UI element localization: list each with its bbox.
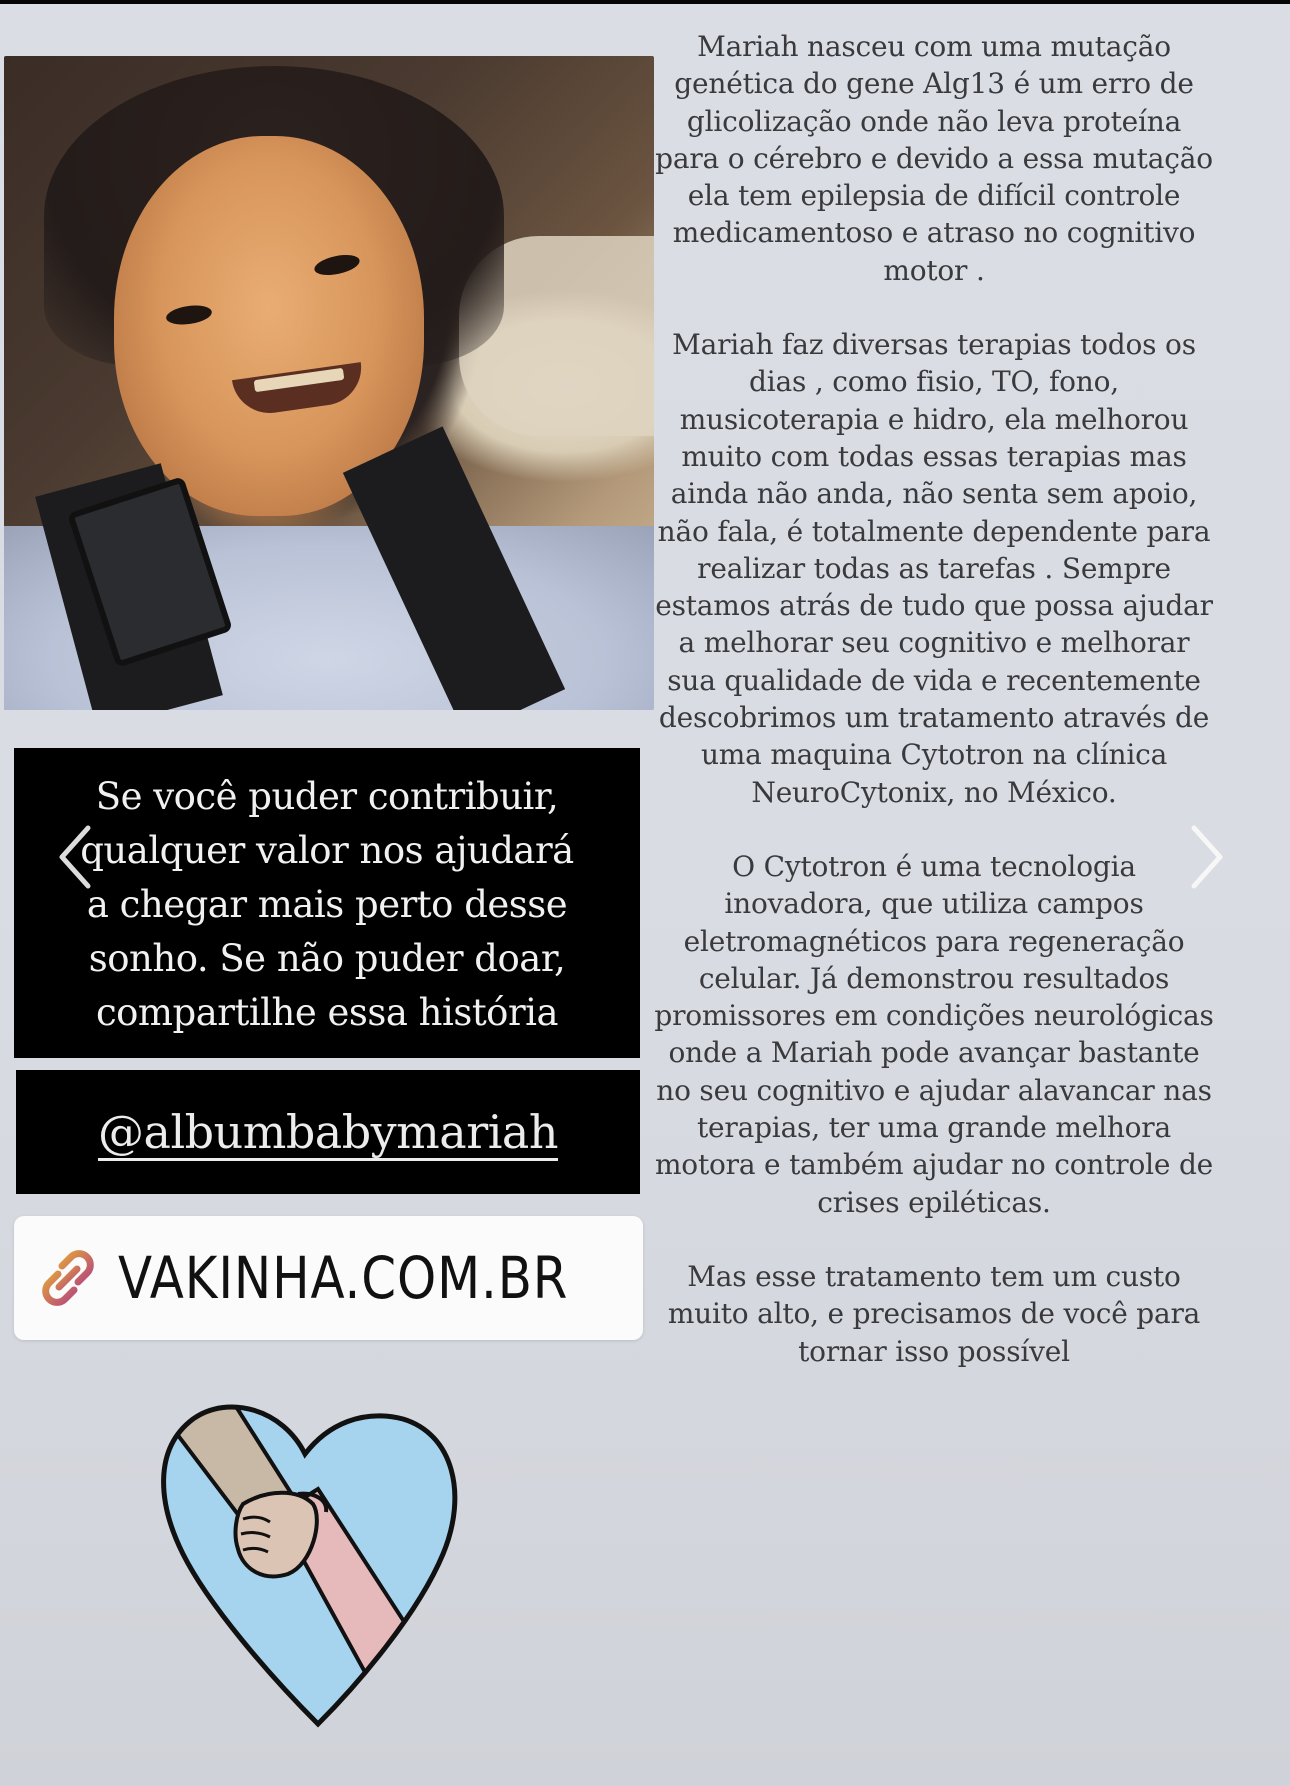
- appeal-text-sticker: [14, 748, 640, 1058]
- story-paragraph: Mariah nasceu com uma mutação genética do gene Alg13 é um erro de glicolização onde não leva proteína para o cérebro e devido a essa mutação ela tem epilepsia de difícil controle medicamentoso e atraso no cognitivo motor .: [655, 30, 1213, 287]
- link-icon: [32, 1242, 104, 1314]
- top-status-bar: [0, 0, 1290, 4]
- link-sticker[interactable]: [14, 1216, 643, 1340]
- chevron-left-icon[interactable]: [56, 822, 96, 892]
- link-label[interactable]: VAKINHA.COM.BR: [118, 1244, 569, 1312]
- story-paragraph: O Cytotron é uma tecnologia inovadora, que utiliza campos eletromagnéticos para regeneração celular. Já demonstrou resultados promissores em condições neurológicas onde a Mariah pode avançar bastante no seu cognitivo e ajudar alavancar nas terapias, ter uma grande melhora motora e também ajudar no controle de crises epiléticas.: [654, 849, 1214, 1219]
- heart-holding-hands-icon: [148, 1394, 463, 1734]
- story-photo: [4, 56, 654, 710]
- story-text: [654, 28, 1214, 1407]
- chevron-right-icon[interactable]: [1186, 822, 1226, 892]
- story-paragraph: Mariah faz diversas terapias todos os dias , como fisio, TO, fono, musicoterapia e hidro, ela melhorou muito com todas essas terapias mas ainda não anda, não senta sem apoio, não fala, é totalmente dependente para realizar todas as tarefas . Sempre estamos atrás de tudo que possa ajudar a melhorar seu cognitivo e melhorar sua qualidade de vida e recentemente descobrimos um tratamento através de uma maquina Cytotron na clínica NeuroCytonix, no México.: [655, 328, 1213, 809]
- story-paragraph: Mas esse tratamento tem um custo muito alto, e precisamos de você para tornar isso possível: [667, 1259, 1201, 1368]
- mention-sticker[interactable]: [16, 1070, 640, 1194]
- appeal-text: Se você puder contribuir, qualquer valor nos ajudará a chegar mais perto desse sonho. Se não puder doar, compartilhe essa história: [80, 775, 574, 1034]
- mention-handle[interactable]: @albumbabymariah: [98, 1105, 558, 1159]
